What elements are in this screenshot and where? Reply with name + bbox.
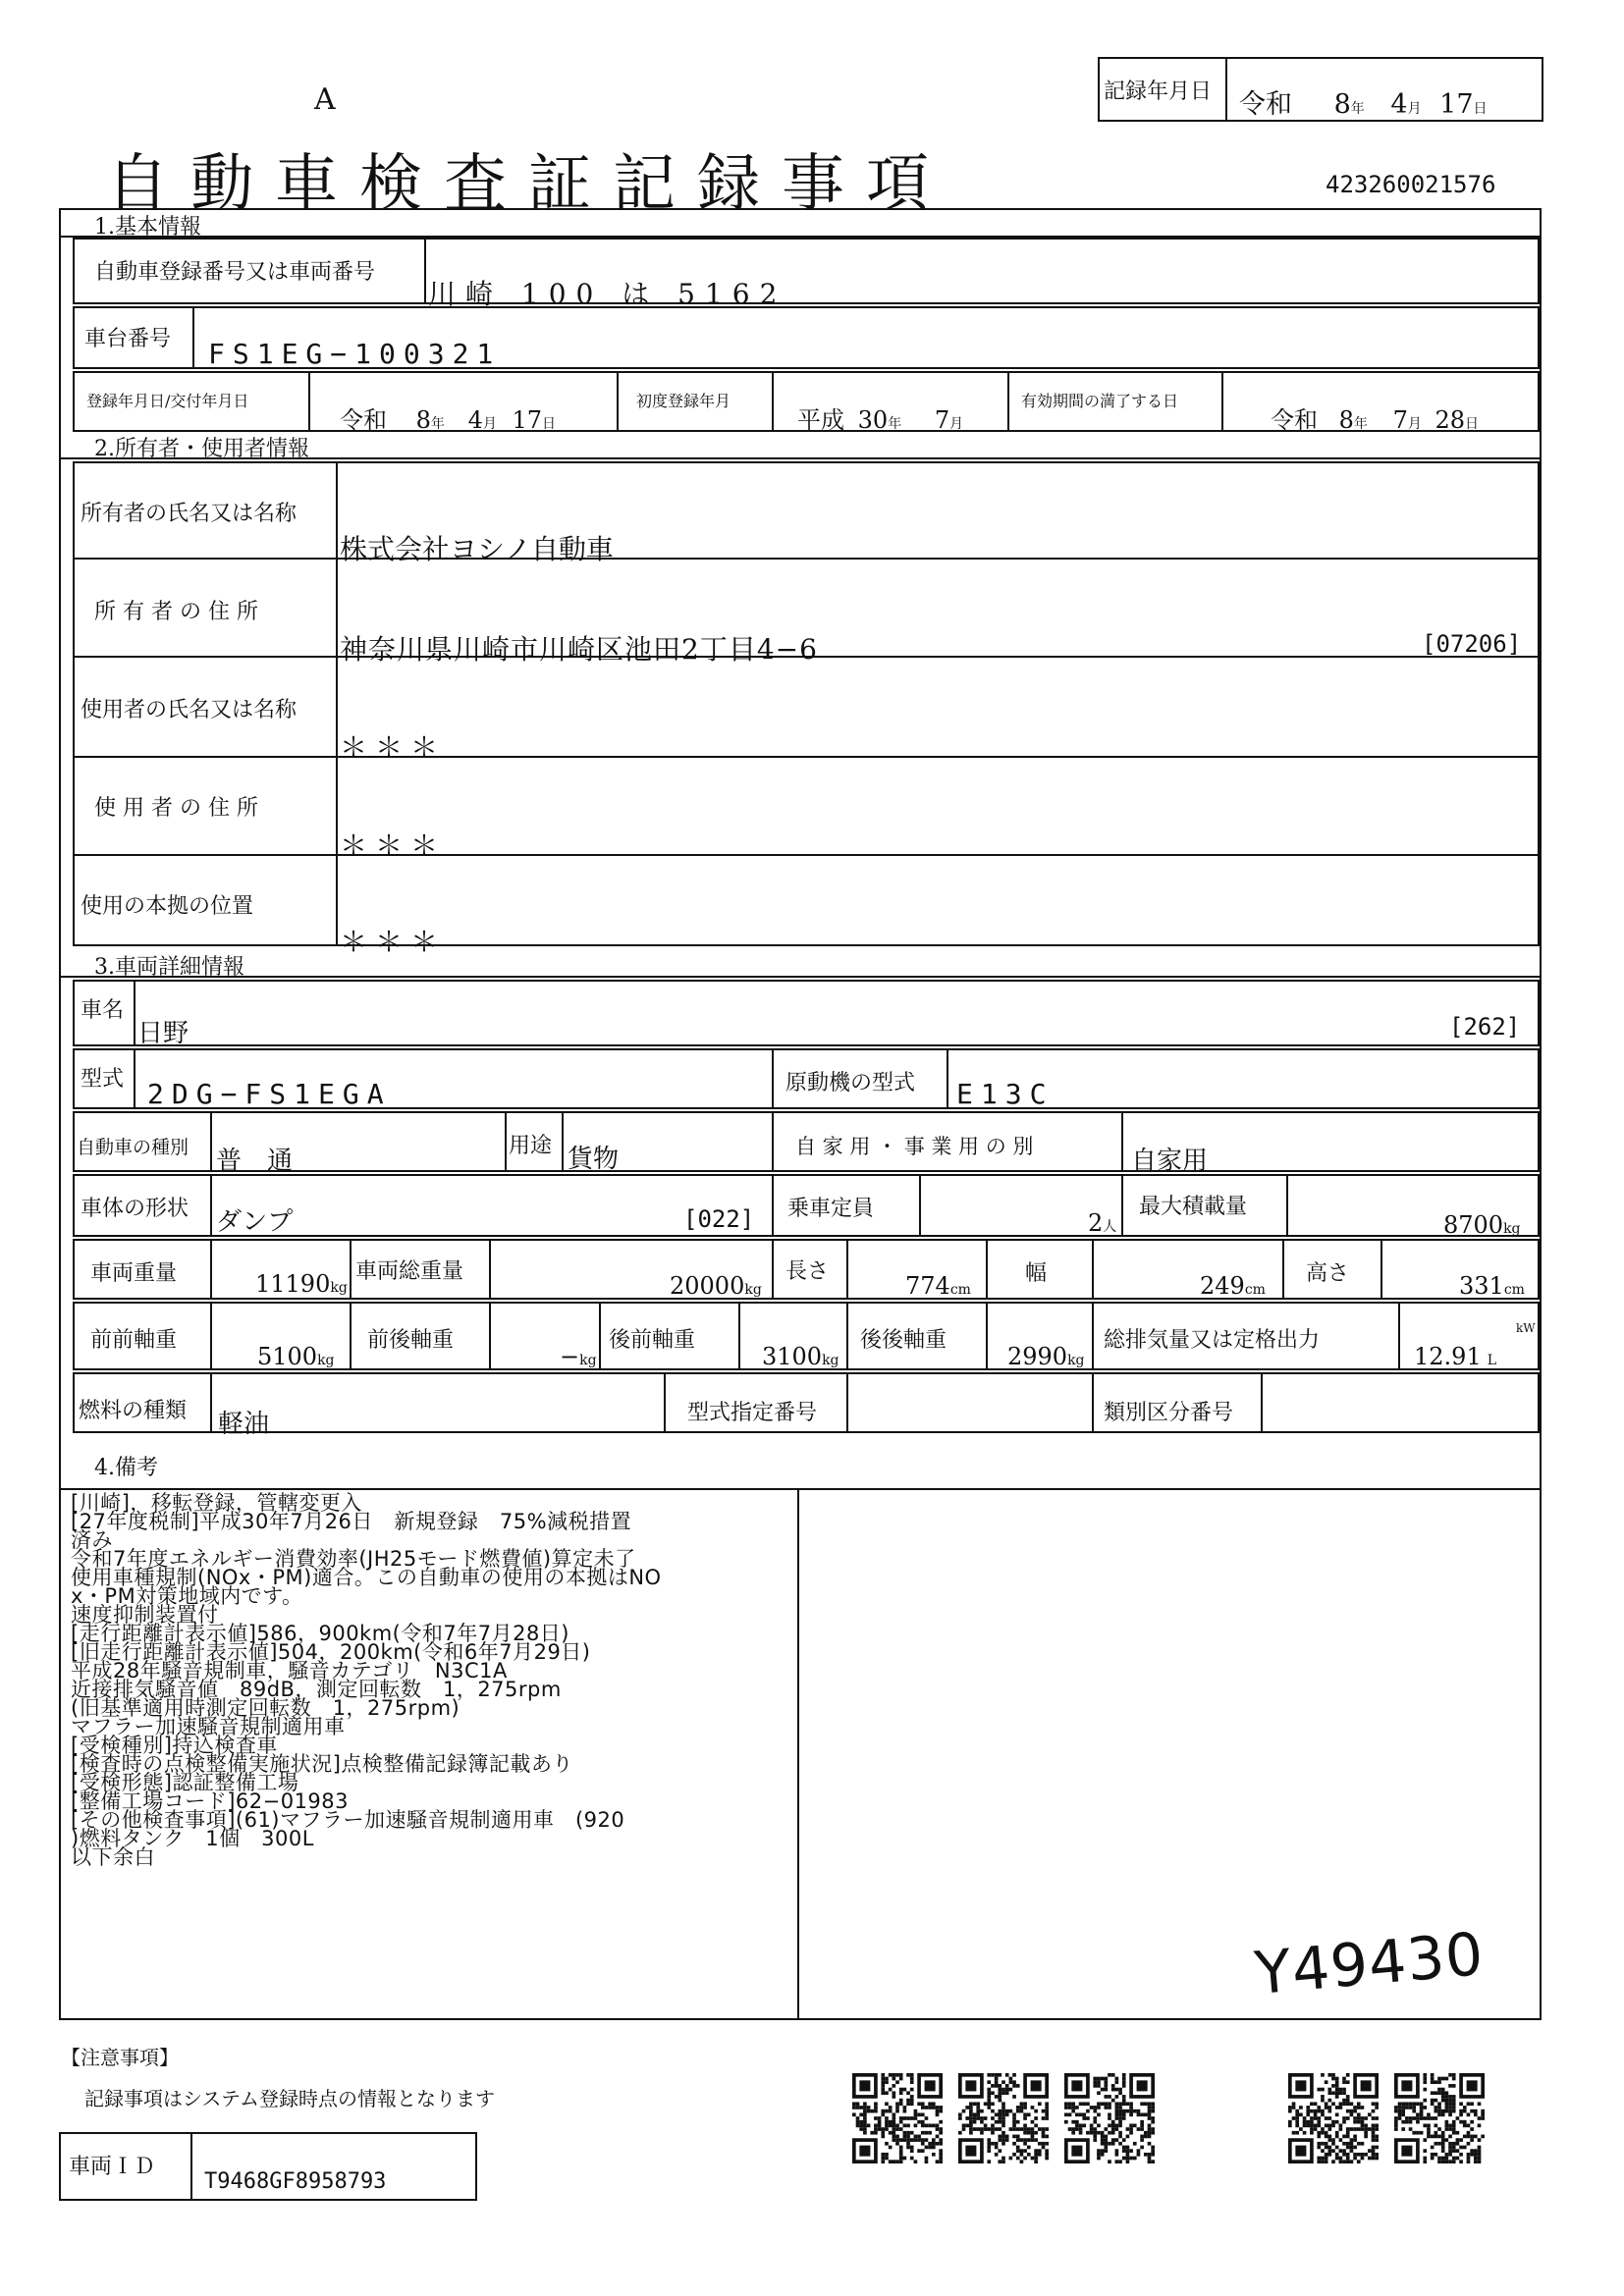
engine-model: E13C xyxy=(956,1078,1055,1110)
weight-label: 車両重量 xyxy=(90,1261,178,1286)
remark-line: [検査時の点検整備実施状況]点検整備記録簿記載あり xyxy=(71,1752,573,1776)
remark-line: [走行距離計表示値]586，900km(令和7年7月28日) xyxy=(71,1622,569,1645)
vehicle-id: T9468GF8958793 xyxy=(204,2169,387,2194)
gross-weight-label: 車両総重量 xyxy=(355,1259,464,1284)
remark-line: [川崎]，移転登録，管轄変更入 xyxy=(71,1491,362,1515)
base-location-label: 使用の本拠の位置 xyxy=(81,894,254,919)
displacement-unit-top: kW xyxy=(1516,1321,1536,1335)
section-3-title: 3.車両詳細情報 xyxy=(94,955,244,980)
user-name-label: 使用者の氏名又は名称 xyxy=(81,698,298,722)
body-label: 車体の形状 xyxy=(81,1197,189,1221)
form-mark: A xyxy=(314,82,336,117)
remark-line: 使用車種規制(NOx・PM)適合。この自動車の使用の本拠はNO xyxy=(71,1566,662,1589)
user-name: ＊＊＊ xyxy=(340,731,447,764)
section-1-title: 1.基本情報 xyxy=(94,215,201,240)
owner-name: 株式会社ヨシノ自動車 xyxy=(340,533,614,565)
qr-code-4 xyxy=(1288,2073,1379,2163)
width-label: 幅 xyxy=(1025,1261,1048,1286)
fr-axle-label: 前後軸重 xyxy=(367,1328,455,1353)
capacity: 2人 xyxy=(1088,1209,1117,1237)
notes-title: 【注意事項】 xyxy=(61,2046,179,2069)
owner-name-label: 所有者の氏名又は名称 xyxy=(81,502,298,526)
record-date-label: 記録年月日 xyxy=(1104,80,1213,104)
remark-line: )燃料タンク 1個 300L xyxy=(71,1827,314,1850)
rf-axle-weight: 3100kg xyxy=(762,1343,839,1370)
reg-number-label: 自動車登録番号又は車両番号 xyxy=(94,260,376,285)
qr-code-5 xyxy=(1394,2073,1485,2163)
remark-line: 以下余白 xyxy=(71,1845,155,1869)
remark-line: 速度抑制装置付 xyxy=(71,1603,219,1627)
remark-line: [整備工場コード]62−01983 xyxy=(71,1789,350,1813)
owner-address-code: [07206] xyxy=(1422,630,1522,658)
private-biz: 自家用 xyxy=(1131,1147,1209,1176)
model-label: 型式 xyxy=(81,1067,125,1092)
remark-line: 平成28年騒音規制車，騒音カテゴリ N3C1A xyxy=(71,1659,508,1682)
reg-date-label: 登録年月日/交付年月日 xyxy=(86,392,249,410)
remark-line: [27年度税制]平成30年7月26日 新規登録 75%減税措置 xyxy=(71,1510,632,1533)
reg-date: 令和 8年 4月 17日 xyxy=(340,406,557,434)
remark-line: x・PM対策地域内です。 xyxy=(71,1584,303,1608)
remark-line: [受検種別]持込検査車 xyxy=(71,1734,278,1757)
reg-number: 川崎 100 は 5162 xyxy=(428,278,787,310)
displacement-label: 総排気量又は定格出力 xyxy=(1104,1328,1321,1353)
section-2-title: 2.所有者・使用者情報 xyxy=(94,437,309,461)
expiry-date: 令和 8年 7月 28日 xyxy=(1271,406,1480,434)
section-4-title: 4.備考 xyxy=(94,1456,158,1480)
remark-line: [受検形態]認証整備工場 xyxy=(71,1771,299,1794)
chassis-number: FS1EG−100321 xyxy=(208,338,502,370)
max-load: 8700kg xyxy=(1443,1211,1521,1239)
vehicle-weight: 11190kg xyxy=(255,1270,348,1298)
ff-axle-label: 前前軸重 xyxy=(90,1328,178,1353)
gross-weight: 20000kg xyxy=(670,1272,762,1300)
vehicle-id-label: 車両ＩＤ xyxy=(69,2155,156,2179)
notes-text: 記録事項はシステム登録時点の情報となります xyxy=(84,2087,495,2110)
rf-axle-label: 後前軸重 xyxy=(609,1328,696,1353)
owner-address-label: 所 有 者 の 住 所 xyxy=(94,600,258,624)
private-biz-label: 自 家 用 ・ 事 業 用 の 別 xyxy=(795,1135,1034,1158)
fuel-label: 燃料の種類 xyxy=(79,1399,188,1423)
body-code: [022] xyxy=(683,1205,755,1233)
remark-line: 近接排気騒音値 89dB，測定回転数 1，275rpm xyxy=(71,1678,562,1701)
document-number: 423260021576 xyxy=(1326,171,1496,198)
make-code: [262] xyxy=(1449,1013,1521,1041)
qr-code-3 xyxy=(1064,2073,1155,2163)
qr-code-2 xyxy=(958,2073,1049,2163)
remarks-list xyxy=(71,1491,793,1869)
qr-code-1 xyxy=(852,2073,943,2163)
use-label: 用途 xyxy=(509,1134,553,1158)
handwritten-signature: Y49430 xyxy=(1252,1919,1488,2009)
record-date: 令和 8年 4月 17日 xyxy=(1239,89,1488,120)
remark-line: [その他検査事項](61)マフラー加速騒音規制適用車 (920 xyxy=(71,1808,625,1832)
vehicle-kind: 普 通 xyxy=(216,1147,294,1176)
length-label: 長さ xyxy=(785,1259,830,1284)
vehicle-height: 331cm xyxy=(1459,1272,1525,1300)
fuel-type: 軽油 xyxy=(218,1410,270,1439)
vehicle-model: 2DG−FS1EGA xyxy=(147,1078,392,1110)
document-title: 自動車検査証記録事項 xyxy=(106,148,950,221)
expiry-label: 有効期間の満了する日 xyxy=(1021,392,1179,410)
first-reg-date: 平成 30年 7月 xyxy=(797,406,964,434)
engine-label: 原動機の型式 xyxy=(785,1071,916,1095)
owner-address: 神奈川県川崎市川崎区池田2丁目4−6 xyxy=(340,633,818,666)
vehicle-make: 日野 xyxy=(137,1019,189,1048)
body-shape: ダンプ xyxy=(216,1207,294,1237)
max-load-label: 最大積載量 xyxy=(1139,1195,1248,1219)
chassis-label: 車台番号 xyxy=(84,327,172,351)
height-label: 高さ xyxy=(1306,1261,1350,1286)
kind-label: 自動車の種別 xyxy=(77,1137,189,1158)
rr-axle-weight: 2990kg xyxy=(1007,1343,1085,1370)
user-address-label: 使 用 者 の 住 所 xyxy=(94,796,258,821)
remark-line: (旧基準適用時測定回転数 1，275rpm) xyxy=(71,1696,460,1720)
vehicle-length: 774cm xyxy=(905,1272,971,1300)
user-address: ＊＊＊ xyxy=(340,829,447,862)
vehicle-width: 249cm xyxy=(1200,1272,1266,1300)
remark-line: 令和7年度エネルギー消費効率(JH25モード燃費値)算定未了 xyxy=(71,1547,636,1571)
type-designation-label: 型式指定番号 xyxy=(687,1401,818,1425)
ff-axle-weight: 5100kg xyxy=(257,1343,335,1370)
make-row xyxy=(73,980,1540,1046)
fr-axle-weight: −kg xyxy=(560,1343,597,1370)
vehicle-use: 貨物 xyxy=(568,1145,620,1174)
capacity-label: 乗車定員 xyxy=(787,1197,875,1221)
remark-line: マフラー加速騒音規制適用車 xyxy=(71,1715,346,1738)
first-reg-label: 初度登録年月 xyxy=(636,392,731,410)
class-number-label: 類別区分番号 xyxy=(1104,1401,1234,1425)
base-location: ＊＊＊ xyxy=(340,926,447,958)
displacement: 12.91 L xyxy=(1414,1343,1497,1370)
rr-axle-label: 後後軸重 xyxy=(860,1328,947,1353)
make-label: 車名 xyxy=(81,998,125,1023)
remark-line: [旧走行距離計表示値]504，200km(令和6年7月29日) xyxy=(71,1640,591,1664)
remark-line: 済み xyxy=(71,1528,113,1552)
